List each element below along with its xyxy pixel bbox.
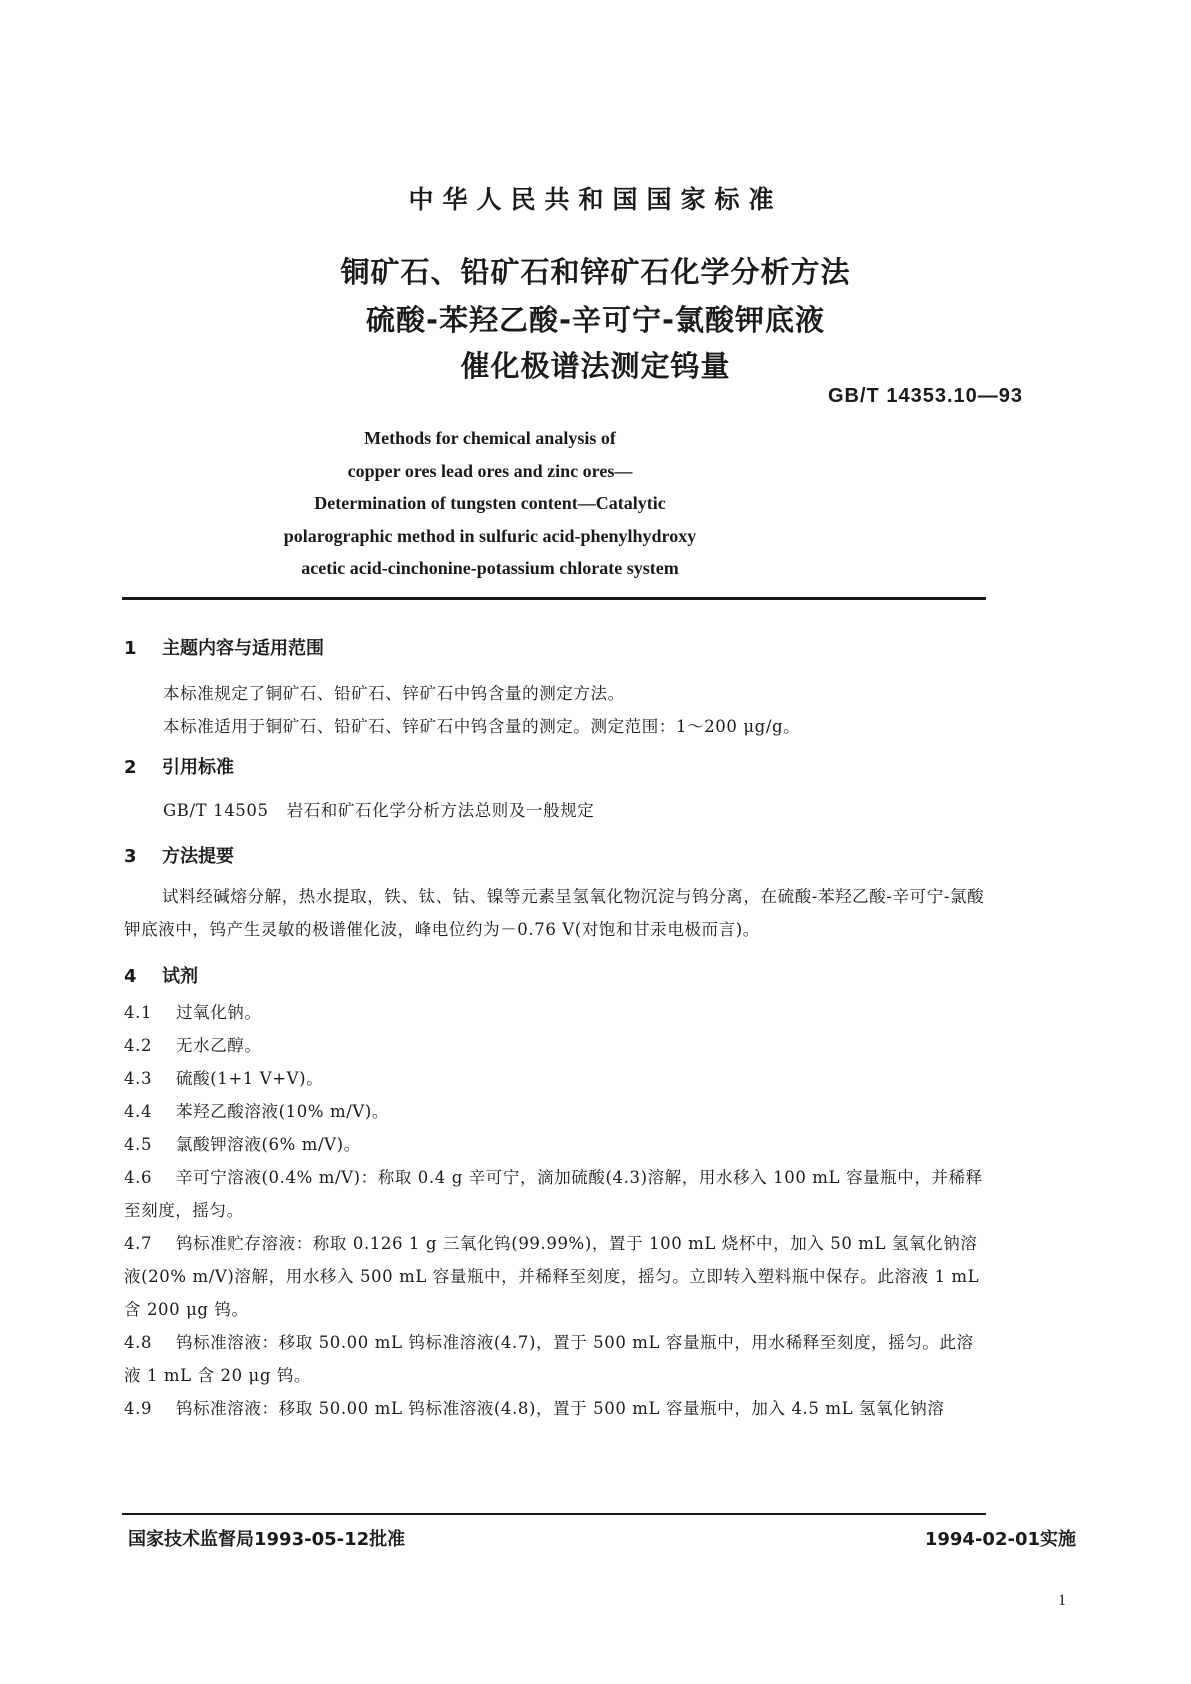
item-number: 4.6 [124, 1168, 153, 1187]
section-1-paragraph-1: 本标准规定了铜矿石、铅矿石、锌矿石中钨含量的测定方法。 [163, 684, 625, 703]
item-number: 4.8 [124, 1333, 153, 1352]
english-title-line: polarographic method in sulfuric acid-phenylhydroxy [283, 525, 697, 546]
reagent-item [124, 1095, 990, 1128]
reference-code: GB/T 14505 [163, 801, 269, 820]
item-text: 钨标准溶液：移取 50.00 mL 钨标准溶液(4.8)，置于 500 mL 容量瓶中，加入 4.5 mL 氢氧化钠溶 [176, 1399, 945, 1418]
section-3-paragraph: 试料经碱熔分解，热水提取，铁、钛、钴、镍等元素呈氢氧化物沉淀与钨分离，在硫酸-苯羟乙酸-辛可宁-氯酸钾底液中，钨产生灵敏的极谱催化波，峰电位约为－0.76 V(对饱和甘汞电极而言)。 [124, 887, 985, 939]
section-title: 试剂 [162, 966, 198, 987]
item-text: 苯羟乙酸溶液(10% m/V)。 [176, 1102, 390, 1121]
reagent-item [124, 1161, 990, 1227]
item-text: 过氧化钠。 [176, 1003, 262, 1022]
issuer-header: 中华人民共和国国家标准 [408, 185, 783, 214]
item-number: 4.5 [124, 1135, 153, 1154]
title-line-2: 硫酸-苯羟乙酸-辛可宁-氯酸钾底液 [365, 303, 826, 337]
title-line-3: 催化极谱法测定钨量 [460, 349, 731, 383]
item-text: 无水乙醇。 [176, 1036, 262, 1055]
reagent-item [124, 1128, 990, 1161]
english-title-line: Methods for chemical analysis of [364, 428, 616, 448]
reference-entry [163, 797, 594, 821]
title-line-1: 铜矿石、铅矿石和锌矿石化学分析方法 [340, 255, 851, 289]
section-number: 2 [124, 757, 137, 778]
reagent-item [124, 1227, 990, 1326]
item-number: 4.7 [124, 1234, 153, 1253]
item-text: 钨标准溶液：移取 50.00 mL 钨标准溶液(4.7)，置于 500 mL 容量瓶中，用水稀释至刻度，摇匀。此溶液 1 mL 含 20 μg 钨。 [124, 1333, 974, 1385]
page-number: 1 [1058, 1592, 1066, 1609]
reference-title: 岩石和矿石化学分析方法总则及一般规定 [286, 801, 595, 820]
item-number: 4.4 [124, 1102, 153, 1121]
section-1-paragraph-2: 本标准适用于铜矿石、铅矿石、锌矿石中钨含量的测定。测定范围：1～200 μg/g。 [163, 717, 801, 736]
item-number: 4.3 [124, 1069, 153, 1088]
reagent-item [124, 1029, 990, 1062]
section-number: 3 [124, 846, 137, 867]
reagent-item [124, 996, 990, 1029]
english-title [210, 422, 770, 585]
implementation-date: 1994-02-01实施 [924, 1529, 1076, 1550]
section-number: 1 [124, 638, 137, 659]
section-number: 4 [124, 966, 137, 987]
section-title: 主题内容与适用范围 [162, 638, 324, 659]
item-number: 4.9 [124, 1399, 153, 1418]
footer-divider [122, 1513, 986, 1515]
header-divider [122, 597, 986, 600]
section-title: 引用标准 [162, 757, 234, 778]
english-title-line: copper ores lead ores and zinc ores— [347, 460, 633, 481]
english-title-line: acetic acid-cinchonine-potassium chlorate system [301, 558, 679, 578]
reagent-item [124, 1326, 990, 1392]
reagent-list [124, 996, 990, 1425]
section-3-heading [124, 842, 234, 868]
section-2-heading [124, 753, 234, 779]
section-4-heading [124, 962, 198, 988]
item-number: 4.1 [124, 1003, 153, 1022]
reagent-item [124, 1062, 990, 1095]
standard-code: GB/T 14353.10—93 [828, 385, 1023, 407]
item-text: 氯酸钾溶液(6% m/V)。 [176, 1135, 361, 1154]
section-title: 方法提要 [162, 846, 234, 867]
english-title-line: Determination of tungsten content—Catalytic [314, 493, 666, 513]
item-text: 辛可宁溶液(0.4% m/V)：称取 0.4 g 辛可宁，滴加硫酸(4.3)溶解，用水移入 100 mL 容量瓶中，并稀释至刻度，摇匀。 [124, 1168, 983, 1220]
item-text: 硫酸(1+1 V+V)。 [176, 1069, 324, 1088]
item-text: 钨标准贮存溶液：称取 0.126 1 g 三氧化钨(99.99%)，置于 100 mL 烧杯中，加入 50 mL 氢氧化钠溶液(20% m/V)溶解，用水移入 500 mL 容量瓶中，并稀释至刻度，摇匀。立即转入塑料瓶中保存。此溶液 1 mL 含 200 μg 钨。 [124, 1234, 980, 1319]
approval-date: 国家技术监督局1993-05-12批准 [128, 1529, 406, 1550]
reagent-item [124, 1392, 990, 1425]
item-number: 4.2 [124, 1036, 153, 1055]
section-1-heading [124, 634, 324, 660]
